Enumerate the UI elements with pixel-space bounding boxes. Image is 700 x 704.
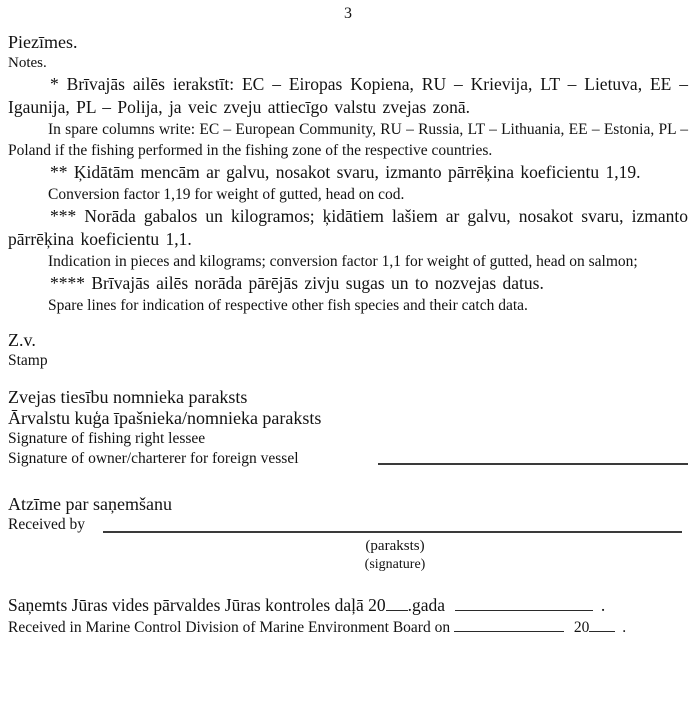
received-date-block <box>8 594 688 639</box>
year-blank-lv <box>386 598 408 611</box>
note-4-en: Spare lines for indication of respective other fish species and their catch data. <box>48 297 528 314</box>
received-date-lv-period: . <box>600 595 606 615</box>
signature-line <box>378 463 688 465</box>
note-3-en: Indication in pieces and kilograms; conversion factor 1,1 for weight of gutted, head on salmon; <box>48 253 638 270</box>
receipt-heading-lv: Atzīme par saņemšanu <box>8 494 172 514</box>
note-3-lv: *** Norāda gabalos un kilogramos; ķidātiem lašiem ar galvu, nosakot svaru, izmanto pārrēķina koeficientu 1,1. <box>8 206 688 249</box>
received-date-en-year: 20 <box>573 619 590 636</box>
received-date-lv-year: 20 <box>368 595 386 615</box>
note-1-lv: * Brīvajās ailēs ierakstīt: EC – Eiropas Kopiena, RU – Krievija, LT – Lietuva, EE – Igaunija, PL – Polija, ja veic zveju attiecīgo valstu zvejas zonā. <box>8 74 688 117</box>
signature-lessee-en: Signature of fishing right lessee <box>8 430 206 447</box>
year-blank-en <box>589 619 615 632</box>
caption-paraksts: (paraksts) <box>365 538 425 554</box>
signature-labels <box>8 387 378 469</box>
caption-signature: (signature) <box>364 557 426 572</box>
stamp-label-en: Stamp <box>8 352 48 369</box>
signature-owner-en: Signature of owner/charterer for foreign vessel <box>8 450 299 467</box>
stamp-block <box>8 329 688 371</box>
received-by-label: Received by <box>8 516 86 533</box>
note-1-en: In spare columns write: EC – European Community, RU – Russia, LT – Lithuania, EE – Estonia, PL – Poland if the fishing performed in the fishing zone of the respective countries. <box>8 121 688 159</box>
received-date-en-text: Received in Marine Control Division of Marine Environment Board on <box>8 619 451 636</box>
page-number: 3 <box>344 5 352 22</box>
notes-heading-lv: Piezīmes. <box>8 32 78 52</box>
received-by-row <box>8 515 688 535</box>
note-2-en: Conversion factor 1,19 for weight of gutted, head on cod. <box>48 186 405 203</box>
signature-owner-lv: Ārvalstu kuģa īpašnieka/nomnieka paraksts <box>8 408 322 428</box>
note-2-lv: ** Ķidātām mencām ar galvu, nosakot svaru, izmanto pārrēķina koeficientu 1,19. <box>50 162 641 182</box>
received-date-lv-text: Saņemts Jūras vides pārvaldes Jūras kontroles daļā <box>8 595 364 615</box>
note-4-lv: **** Brīvajās ailēs norāda pārējās zivju sugas un to nozvejas datus. <box>50 273 544 293</box>
date-blank-en <box>454 619 564 632</box>
received-date-lv-gada: .gada <box>407 595 446 615</box>
stamp-label-lv: Z.v. <box>8 330 36 350</box>
signature-block <box>8 387 688 469</box>
received-date-en <box>8 617 688 639</box>
signature-captions <box>115 537 675 573</box>
received-date-lv <box>8 594 688 617</box>
signature-lessee-lv: Zvejas tiesību nomnieka paraksts <box>8 387 248 407</box>
receipt-block <box>8 493 688 573</box>
notes-heading-en: Notes. <box>8 55 47 71</box>
date-blank-lv <box>455 598 593 611</box>
received-date-en-period: . <box>622 619 627 636</box>
received-by-line <box>103 531 682 533</box>
